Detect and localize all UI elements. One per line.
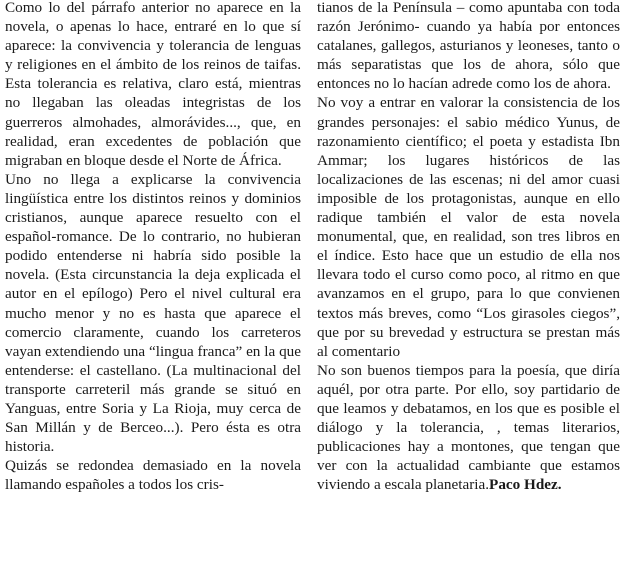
- paragraph-convivencia-linguistica: Uno no llega a explicarse la convivencia lingüística entre los distintos reinos y dominios cristianos, aunque aparece resuelto con el español-romance. De lo contrario, no hubieran podido entenderse ni habría sido posible la novela. (Esta circunstancia la deja explicada el autor en el epílogo) Pero el nivel cultural era mucho menor y no es hasta que aparece el comercio claramente, cuando los carreteros vayan extendiendo una “lingua franca” en la que entenderse: el castellano. (La multinacional del transporte carreteril más grande se situó en Yanguas, entre Soria y La Rioja, muy cerca de San Millán y de Berceo...). Pero ésta es otra historia.: [5, 170, 301, 456]
- paragraph-convivencia: Como lo del párrafo anterior no aparece en la novela, o apenas lo hace, entraré en lo que sí aparece: la convivencia y tolerancia de lenguas y religiones en el ámbito de los reinos de taifas. Esta tolerancia es relativa, claro está, mientras no llegaban las oleadas integristas de los guerreros almohades, almorávides..., que, en realidad, eran excedentes de población que migraban en bloque desde el Norte de África.: [5, 0, 301, 169]
- left-column: [5, 0, 301, 494]
- paragraph-personajes: No voy a entrar en valorar la consistencia de los grandes personajes: el sabio médico Yunus, de razonamiento científico; el poeta y estadista Ibn Ammar; los lugares históricos de las localizaciones de las escenas; ni del amor cuasi imposible de los protagonistas, aunque en ello radique también el valor de esta novela monumental, que, en realidad, son tres libros en el índice. Esto hace que un estudio de ella nos llevara todo el curso como poco, al ritmo en que avanzamos en el grupo, para lo que convienen textos más breves, como “Los girasoles ciegos”, que por su brevedad y estructura se prestan más al comentario: [317, 94, 620, 360]
- paragraph-poesia-text: No son buenos tiempos para la poesía, que diría aquél, por otra parte. Por ello, soy partidario de que leamos y debatamos, en los que es posible el diálogo y la tolerancia, , temas literarios, publicaciones hay a montones, que tengan que ver con la actualidad cambiante que estamos viviendo a escala planetaria.: [317, 361, 620, 494]
- author-signature: Paco Hdez.: [489, 476, 562, 494]
- right-column: [317, 0, 620, 494]
- paragraph-poesia: [317, 361, 620, 495]
- paragraph-espanoles-end: tianos de la Península – como apuntaba con toda razón Jerónimo- cuando ya había por entonces catalanes, gallegos, asturianos y leoneses, tanto o más separatistas que los de ahora, sólo que entonces no lo hacían adrede como los de ahora.: [317, 0, 620, 93]
- paragraph-espanoles-start: Quizás se redondea demasiado en la novela llamando españoles a todos los cris-: [5, 457, 301, 494]
